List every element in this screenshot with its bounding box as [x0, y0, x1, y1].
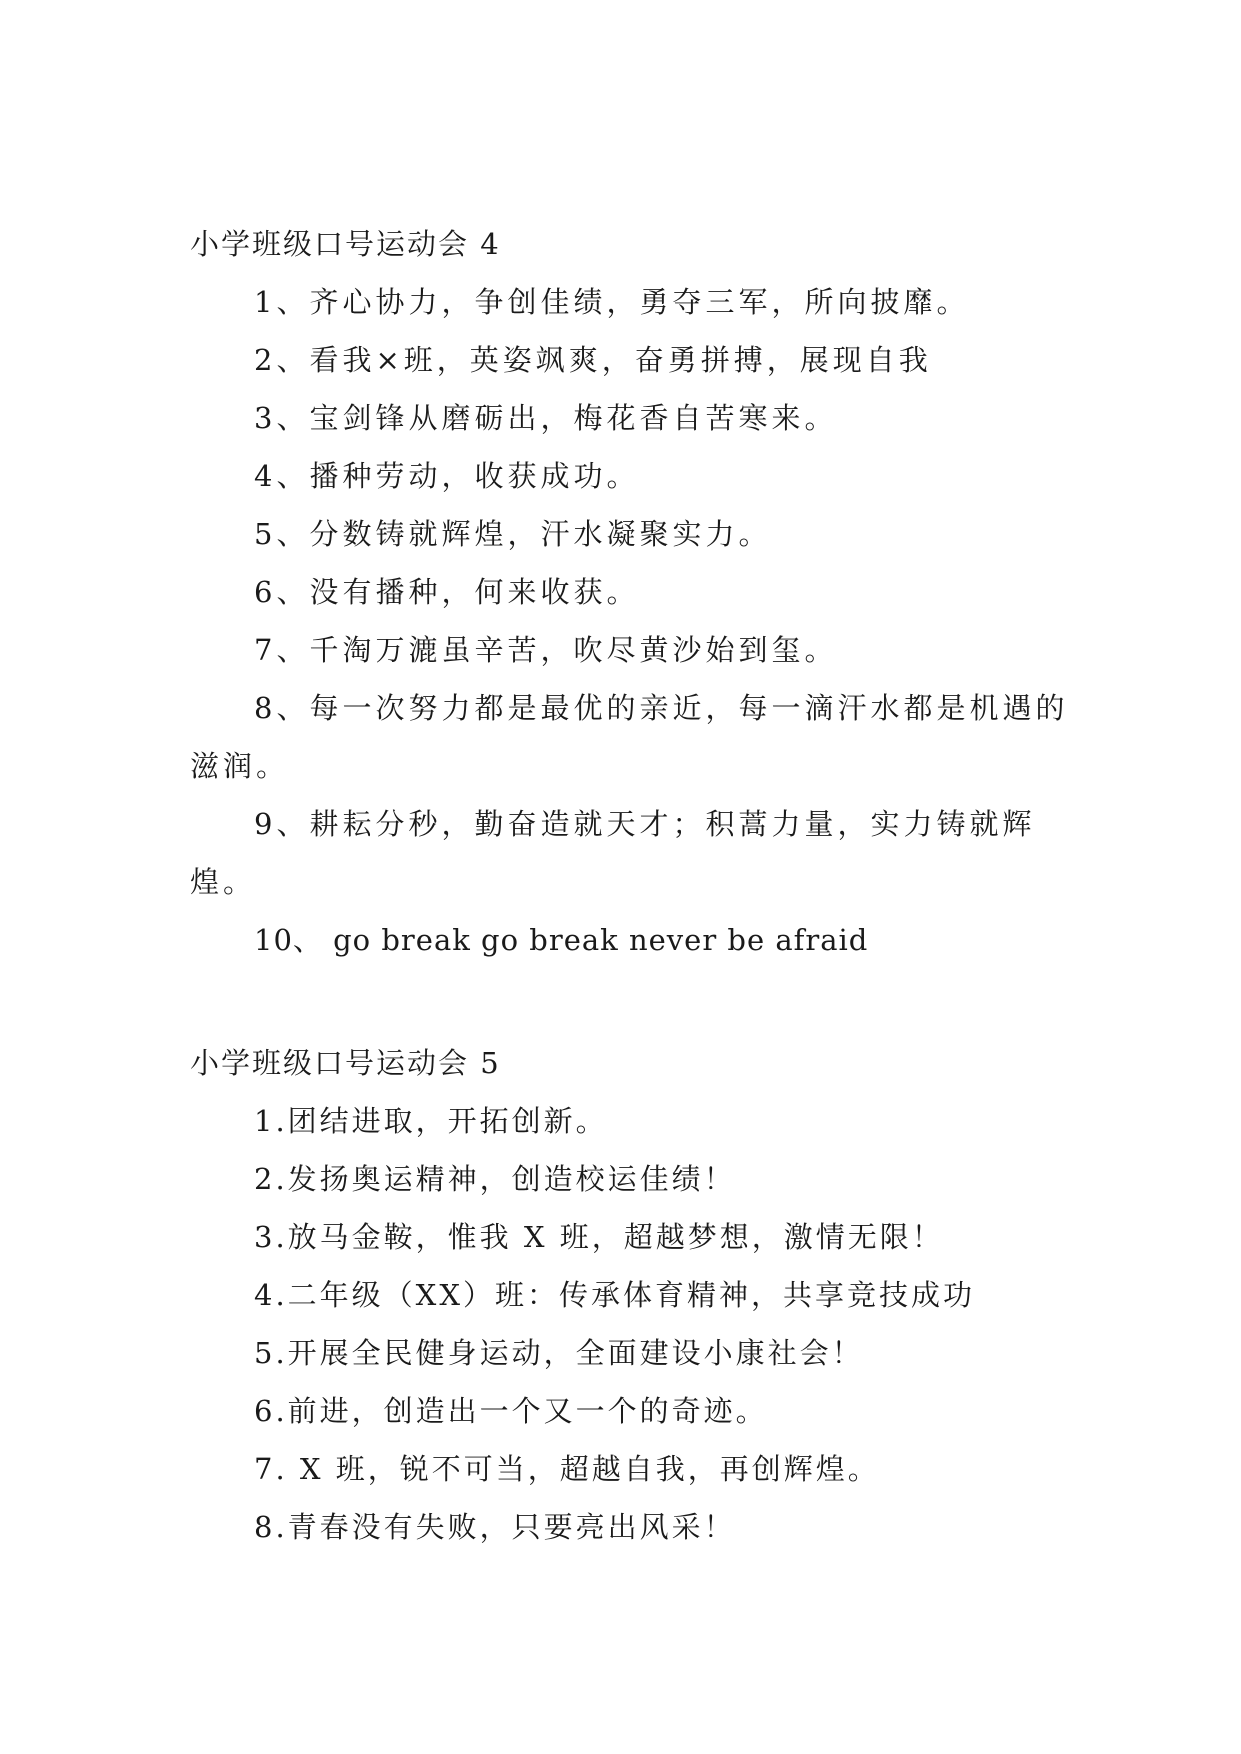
list-item: 5.开展全民健身运动，全面建设小康社会！ — [254, 1336, 864, 1370]
list-item: 3.放马金鞍，惟我 X 班，超越梦想，激情无限！ — [254, 1220, 944, 1254]
list-item: 3、宝剑锋从磨砺出，梅花香自苦寒来。 — [254, 401, 838, 435]
list-item: 7. X 班，锐不可当，超越自我，再创辉煌。 — [254, 1452, 880, 1486]
section-slogans-5 — [190, 1034, 1070, 1556]
list-item: 9、耕耘分秒，勤奋造就天才；积蒿力量，实力铸就辉煌。 — [190, 807, 1036, 899]
list-item: 8、每一次努力都是最优的亲近，每一滴汗水都是机遇的滋润。 — [190, 691, 1069, 783]
list-item: 7、千淘万漉虽辛苦，吹尽黄沙始到玺。 — [254, 633, 838, 667]
section-title: 小学班级口号运动会 4 — [190, 227, 501, 261]
list-item: 8.青春没有失败，只要亮出风采！ — [254, 1510, 736, 1544]
list-item: 10、 go break go break never be afraid — [254, 923, 869, 957]
list-item: 4、播种劳动，收获成功。 — [254, 459, 640, 493]
list-item: 2、看我×班，英姿飒爽，奋勇拼搏，展现自我 — [254, 343, 932, 377]
list-item: 6、没有播种，何来收获。 — [254, 575, 640, 609]
list-item: 5、分数铸就辉煌，汗水凝聚实力。 — [254, 517, 772, 551]
section-title: 小学班级口号运动会 5 — [190, 1046, 501, 1080]
section-slogans-4 — [190, 215, 1070, 969]
list-item: 4.二年级（XX）班：传承体育精神，共享竞技成功 — [254, 1278, 975, 1312]
list-item: 1.团结进取，开拓创新。 — [254, 1104, 608, 1138]
list-item: 2.发扬奥运精神，创造校运佳绩！ — [254, 1162, 736, 1196]
list-item: 6.前进，创造出一个又一个的奇迹。 — [254, 1394, 768, 1428]
list-item: 1、齐心协力，争创佳绩，勇夺三军，所向披靡。 — [254, 285, 970, 319]
